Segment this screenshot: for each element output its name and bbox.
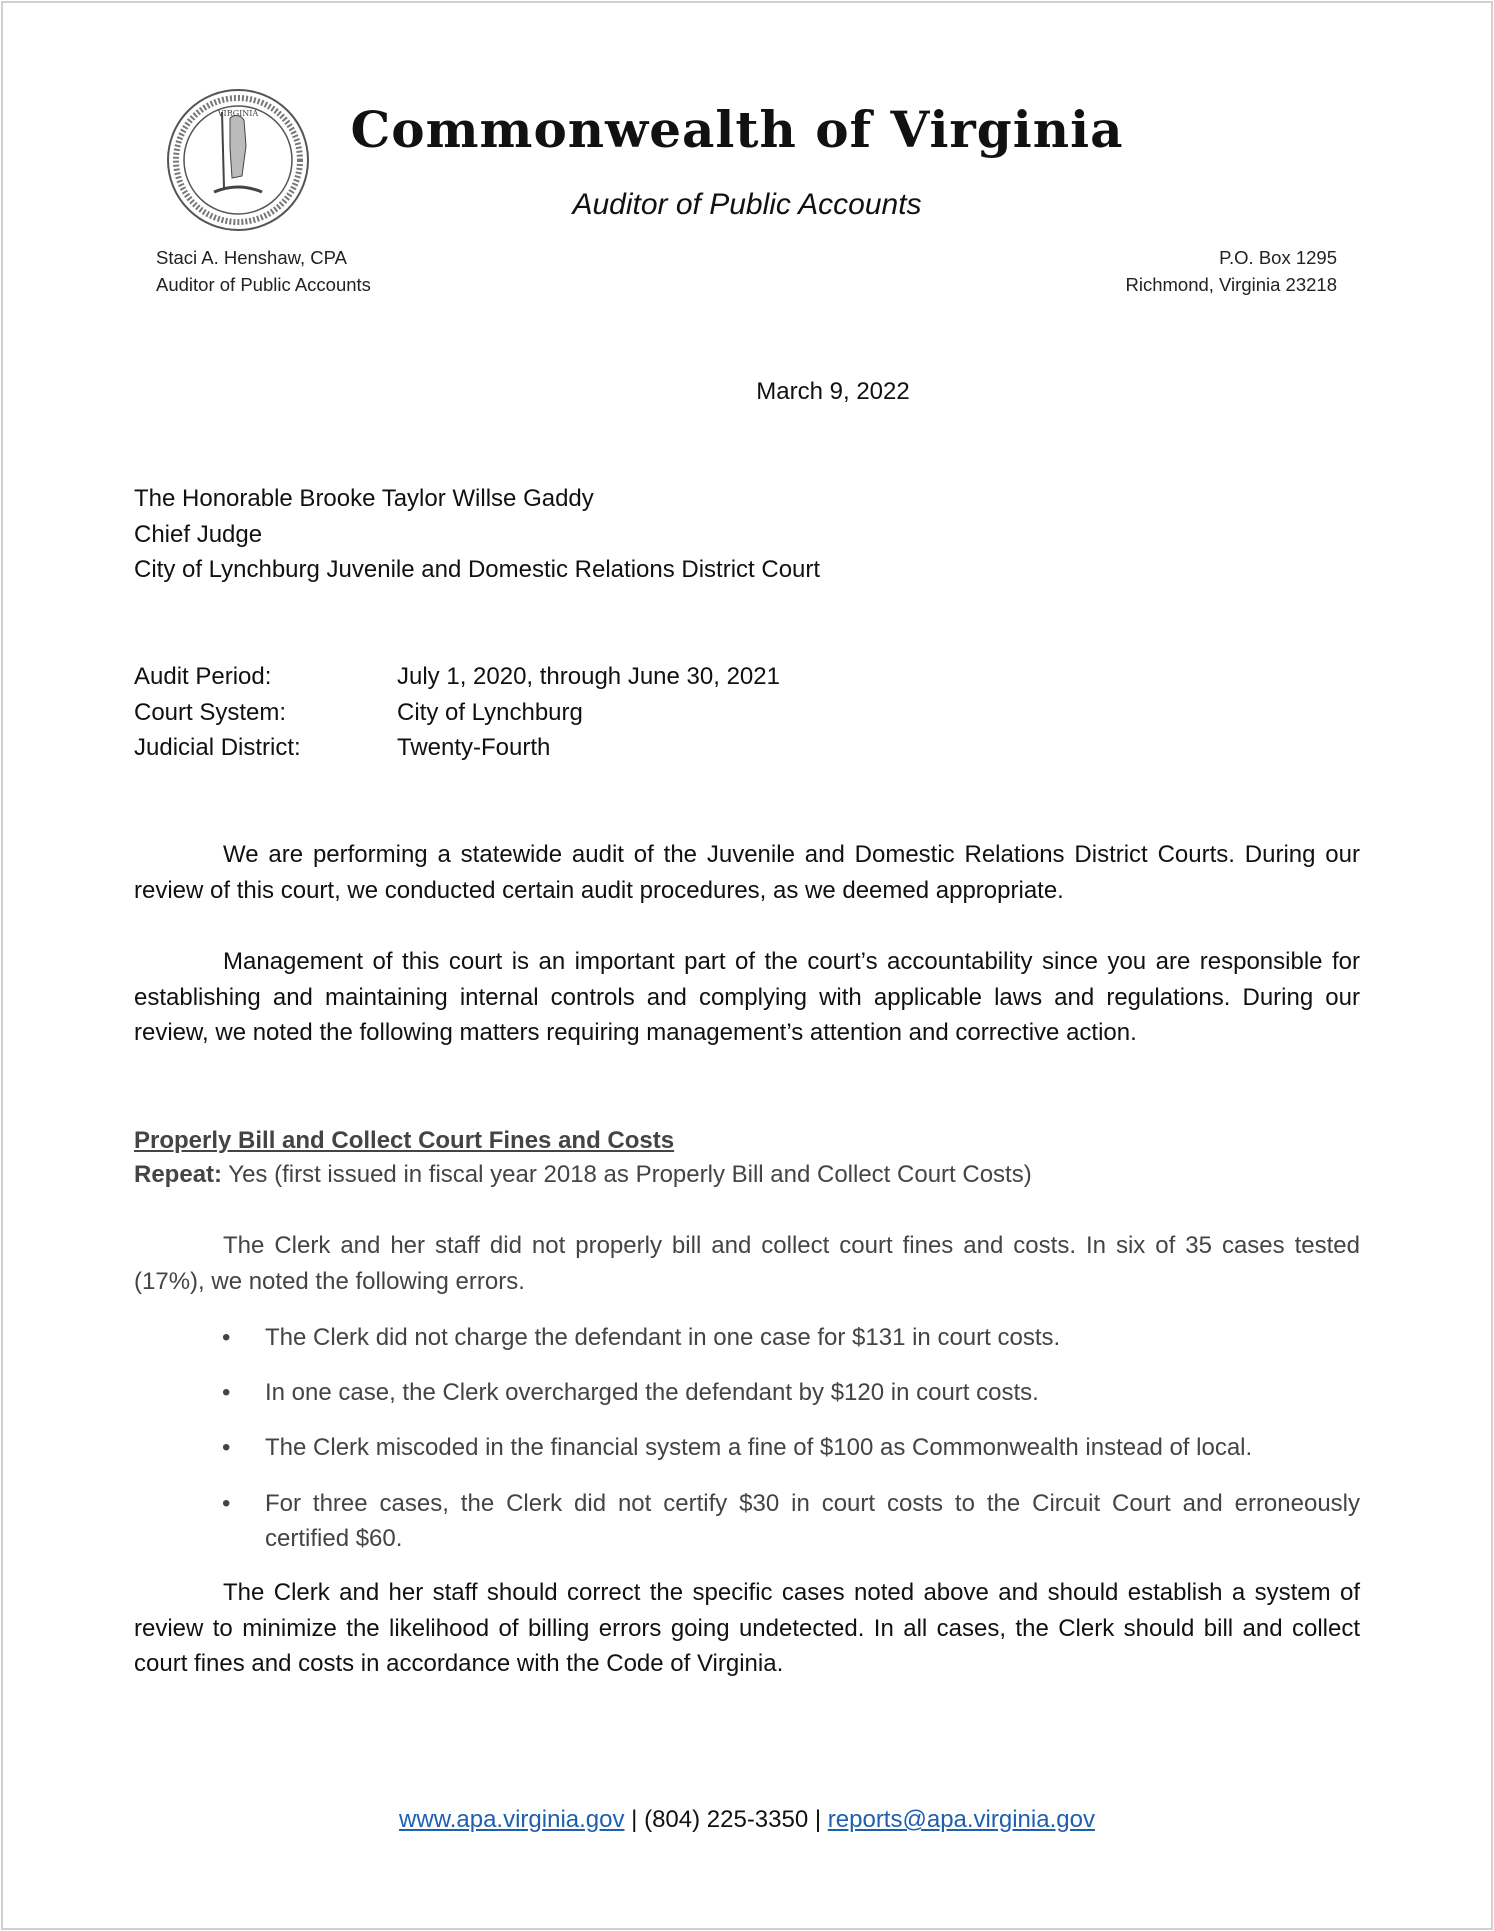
repeat-label: Repeat: [134, 1161, 223, 1188]
audit-meta [134, 659, 780, 766]
addressee-court: City of Lynchburg Juvenile and Domestic Relations District Court [134, 556, 821, 584]
list-item [134, 1430, 1360, 1466]
website-link[interactable]: www.apa.virginia.gov [399, 1806, 625, 1833]
meta-row [134, 659, 780, 695]
meta-value: July 1, 2020, through June 30, 2021 [397, 663, 780, 690]
bullet-text: For three cases, the Clerk did not certify $30 in court costs to the Circuit Court and erroneously certified $60. [265, 1489, 1360, 1553]
finding-intro: The Clerk and her staff did not properly bill and collect court fines and costs. In six of 35 cases tested (17%), we noted the following errors. [134, 1232, 1360, 1295]
svg-text:VIRGINIA: VIRGINIA [217, 109, 259, 118]
bullet-text: The Clerk miscoded in the financial system a fine of $100 as Commonwealth instead of local. [265, 1434, 1253, 1462]
addressee-name: The Honorable Brooke Taylor Willse Gaddy [134, 485, 594, 512]
letterhead-subtitle: Auditor of Public Accounts [572, 188, 922, 221]
po-box: P.O. Box 1295 [1219, 247, 1337, 268]
mailing-address [1125, 244, 1337, 298]
auditor-title: Auditor of Public Accounts [156, 274, 371, 295]
footer [0, 1806, 1494, 1834]
email-link[interactable]: reports@apa.virginia.gov [827, 1806, 1095, 1833]
recommendation-paragraph: The Clerk and her staff should correct the specific cases noted above and should establish a system of review to minimize the likelihood of billing errors going undetected. In all cases, the Clerk should bill and collect court fines and costs in accordance with the Code of Virginia. [134, 1579, 1360, 1678]
footer-separator: | [624, 1806, 645, 1833]
repeat-text: Yes (first issued in fiscal year 2018 as Properly Bill and Collect Court Costs) [222, 1161, 1032, 1188]
management-paragraph: Management of this court is an important part of the court’s accountability since you are responsible for establishing and maintaining internal controls and complying with applicable laws and regulations. During our review, we noted the following matters requiring management’s attention and corrective action. [134, 948, 1360, 1047]
meta-label: Judicial District: [134, 734, 301, 762]
addressee-block [134, 481, 820, 588]
finding-heading: Properly Bill and Collect Court Fines and Costs [134, 1127, 675, 1154]
letterhead-title: Commonwealth of Virginia [350, 100, 1124, 159]
bullet-icon: • [222, 1489, 231, 1517]
phone-number: (804) 225-3350 [644, 1806, 809, 1833]
bullet-icon: • [222, 1379, 231, 1407]
addressee-title: Chief Judge [134, 520, 263, 548]
meta-row [134, 695, 780, 731]
list-item [134, 1486, 1360, 1557]
list-item [134, 1320, 1360, 1356]
bullet-text: The Clerk did not charge the defendant in one case for $131 in court costs. [265, 1324, 1061, 1351]
meta-row [134, 730, 780, 766]
meta-label: Court System: [134, 698, 287, 726]
list-item [134, 1375, 1360, 1411]
footer-separator: | [808, 1806, 828, 1833]
meta-label: Audit Period: [134, 663, 272, 690]
finding-bullets [134, 1320, 1360, 1577]
letter-date: March 9, 2022 [756, 378, 910, 405]
meta-value: City of Lynchburg [397, 698, 583, 726]
bullet-text: In one case, the Clerk overcharged the defendant by $120 in court costs. [265, 1379, 1039, 1407]
meta-value: Twenty-Fourth [397, 734, 551, 762]
finding-repeat [134, 1157, 1032, 1193]
intro-paragraph: We are performing a statewide audit of the Juvenile and Domestic Relations District Courts. During our review of this court, we conducted certain audit procedures, as we deemed appropriate. [134, 841, 1360, 904]
bullet-icon: • [222, 1324, 231, 1351]
auditor-info [156, 244, 371, 298]
bullet-icon: • [222, 1434, 231, 1462]
auditor-name: Staci A. Henshaw, CPA [156, 247, 347, 268]
city-state-zip: Richmond, Virginia 23218 [1125, 274, 1337, 295]
